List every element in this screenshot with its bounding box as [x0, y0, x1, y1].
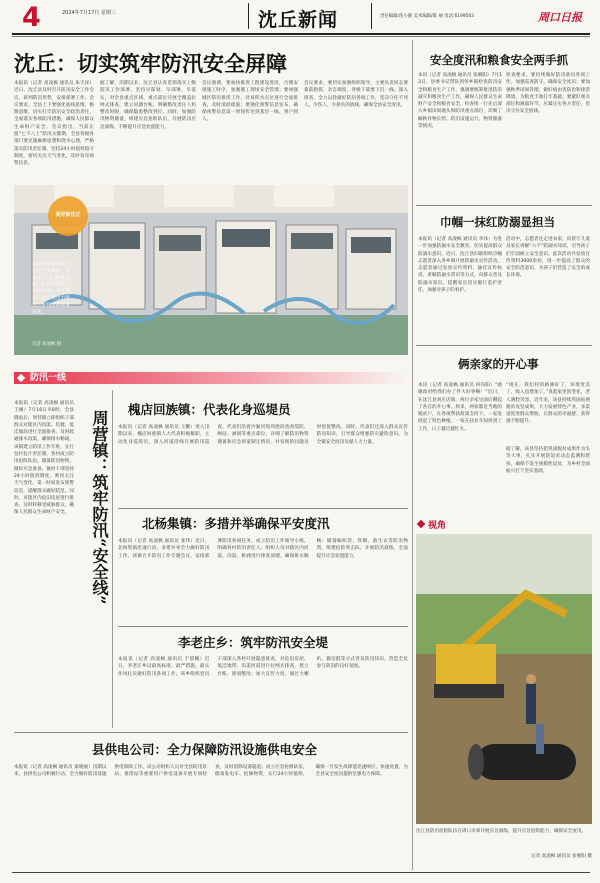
excavator-photo [416, 534, 592, 824]
lookout-credit: 记者 高凌枫 通讯员 张朝阳 摄 [531, 854, 592, 859]
masthead [0, 0, 600, 34]
right2-body-col1: 本报讯（记者 高凌枫 通讯员 李冰）为进一步加强防溺水安全教育，切实提高群众防溺水意识，近日，沈丘县妇联组织巾帼志愿者深入各乡镇开展防溺水宣传活动。志愿者通过发放宣传资料、悬挂宣传标语、讲解防溺水常识等方式，向群众普及防溺水知识，提醒家长切实履行监护责任，加强对孩子的看护。 [418, 237, 502, 294]
flood-vertical-divider [112, 390, 113, 728]
lead-photo-badge-text: 美好新沈丘 [55, 212, 81, 218]
lead-photo-credit: 记者 高凌枫 摄 [32, 342, 62, 347]
lookout-marker-icon [417, 520, 425, 528]
flood-banner-marker-icon [17, 374, 25, 382]
flood-vertical-body: 本报讯（记者 高凌枫 通讯员 王刚）7月16日早8时，全县降雨后，周营镇立即组织干部群众对辖区内沟渠、坑塘、低洼地段进行全面排查，及时疏通排水沟渠，确保排水畅通。该镇建立防汛工作专班，实行包村包片责任制，各村成立防汛抢险队伍，储备防汛物资，做好应急准备。镇村干部坚持24小时值班制度，密切关注天气变化，第一时间发布预警信息，提醒群众做好防范。同时，对辖区内危旧房屋进行排查，及时转移受威胁群众，确保人民群众生命财产安全。 [14, 401, 74, 516]
staff-line: 责任编辑/苗小静 美术编辑/陈 丽 电话:6199503 [380, 14, 475, 19]
flood-divider-c [14, 732, 408, 733]
flood-divider-b [118, 626, 408, 627]
lookout-caption: 沈丘县防汛抢险队伍在周口市郊开展应急演练，提升应急抢险能力，确保安全度汛。 [416, 829, 586, 834]
right3-headline: 俩亲家的开心事 [458, 357, 539, 371]
right1-body-col1: 本讯（记者 高凌枫 通讯员 张朝阳）7月13日，县委书记带队到各乡镇检查防汛安全和粮食生产工作，强调要统筹推进防汛减灾和粮食生产工作，确保人民群众生命财产安全和粮食安全。检查组一行先后深入乡镇田间地头和防汛重点部位，详细了解秋作物长势、防汛设施运行、物资储备等情况。 [418, 73, 502, 130]
lookout-label: 视角 [428, 521, 447, 531]
masthead-divider-left [248, 3, 249, 29]
right3-body-col3: 据了解，该县坚持把巩固脱贫成果作为头等大事，扎实开展防返贫动态监测和帮扶，确保不发生规模性返贫，为乡村全面振兴打下坚实基础。 [506, 447, 590, 474]
flood-b-headline: 北杨集镇：多措并举确保平安度汛 [142, 516, 330, 531]
flood-banner [14, 372, 408, 384]
masthead-rule-thin [12, 36, 590, 37]
right1-headline: 安全度汛和粮食安全两手抓 [430, 53, 568, 67]
lead-body-col2: 据了解，汛期以来，沈丘县认真贯彻落实上级防汛工作部署，坚持早谋划、早部署、早落实，对全县重点区域、重点部位开展全覆盖拉网式排查，建立问题台账，明确整改责任人和整改时限，确保隐患整改到位。同时，加强防汛物资储备，组建应急抢险队伍，开展防汛应急演练，不断提升应急处置能力。 [100, 81, 196, 130]
brand-logo: 周口日报 [538, 11, 582, 24]
right-divider-2 [416, 345, 592, 346]
right2-headline: 巾帼一抹红防溺显担当 [440, 215, 555, 229]
lead-body-col4: 会议要求，要切实加强组织领导，主要负责同志要靠前指挥、亲自调度，各级干部要下沉一线、深入排查，全力以赴做好防汛各项工作，坚决守住不死人、少伤人、少损失的底线，确保全县安全度汛。 [304, 81, 408, 108]
right3-body-col2: “现在，我们村的路修好了，环境变美了，收入也增加了。”说起家里的变化，老人满脸笑容。近年来，该县持续巩固拓展脱贫攻坚成果，大力发展特色产业，多渠道促进群众增收，让群众的幸福感、获得感不断提升。 [506, 383, 590, 425]
lead-headline: 沈丘：切实筑牢防汛安全屏障 [14, 51, 287, 76]
flood-d-headline: 县供电公司：全力保障防汛设施供电安全 [92, 742, 318, 757]
flood-d-body: 本报讯（记者 高凌枫 通讯员 秦晓丽）汛期以来，县供电公司积极行动，全力做好防汛设施供电保障工作。该公司组织人员对全县防汛泵站、排涝站等重要用户供电设备开展专项检查，及时消除设备隐患；成立应急抢修队伍，储备发电车、抢修物资，实行24小时值班，确保一旦发生故障能迅速响应、快速处置，为全县安全度汛提供坚强电力保障。 [14, 765, 408, 778]
flood-banner-title: 防汛一线 [30, 373, 67, 383]
flood-c-body: 本报讯（记者 高凌枫 通讯员 于晨曦）近日，李老庄乡以最高标准、最严措施、最实作风扎实做好防汛各项工作。该乡组织党员干部深入各村开展隐患排查，对危旧房屋、低洼地带、沟渠河道进行拉网式排查，建立台账，逐项整改；加大宣传力度，通过大喇叭、微信群等方式普及防汛知识，营造全民参与防汛的良好氛围。 [118, 657, 408, 677]
right3-body-col1: 本讯（记者 高凌枫 通讯员 何向阳）“感谢政府给我们办了件大好事啊！”近日，在沈丘县刘庄店镇，两位亲家见面后聊起了各自的开心事。原来，两家都是当地的脱贫户，在各项帮扶政策支持下，一家发展起了特色种植，一家在扶贫车间找到了工作，日子越过越红火。 [418, 383, 502, 432]
flood-a-body: 本报讯（记者 高凌枫 通讯员 王鹏）进入汛期以来，槐店回族镇人大代表积极履职，主动化身巡堤员，深入河道沿线开展防汛巡查。代表们沿着沙颍河堤坝逐段查看堤防、闸站、涵洞等重点部位，详细了解防汛物资储备和应急预案制定情况，对发现的问题及时督促整改。同时，代表们还深入群众宣传防汛知识，引导群众增强防灾避险意识，为全镇安全度汛贡献人大力量。 [118, 425, 408, 445]
flood-a-headline: 槐店回族镇：代表化身巡堤员 [128, 402, 291, 417]
section-title: 沈丘新闻 [258, 9, 339, 31]
flood-c-headline: 李老庄乡：筑牢防汛安全堤 [178, 635, 329, 650]
right-divider-1 [416, 205, 592, 206]
lookout-photo [416, 534, 592, 824]
right1-body-col2: 检查要求，要持续做好防汛备汛各项工作，加强巡查防守，确保安全度汛；要加强秋季田间管理，做好病虫害防治和排涝降渍，为粮食丰收打牢基础。要紧盯重点部位和薄弱环节，压紧压实各方责任，坚决守住安全底线。 [506, 73, 590, 115]
flood-b-body: 本报讯（记者 高凌枫 通讯员 张伟）近日，北杨集镇迅速行动，多措并举全力做好防汛工作。该镇召开防汛工作专题会议，安排部署防汛各项任务，成立防汛工作领导小组，明确各村防汛责任人；组织人员对辖区内河道、沟渠、桥涵进行排查清理，确保排水顺畅；储备编织袋、铁锹、救生衣等防汛物资，组建抢险突击队，开展防汛演练，全面提升应急处置能力。 [118, 539, 408, 559]
masthead-rule [12, 33, 590, 35]
lead-body-col3: 会议强调，要加快推进工程建设进度，合理安排施工时序，加强施工现场安全管理；要加强城区防汛排涝工作，对易积水点位进行全面排查，及时清淤疏浚；要强化预警信息发布，确保预警信息第一时间传达到基层一线、到户到人。 [202, 81, 298, 123]
page-bottom-rule [12, 872, 590, 873]
page-number: 4 [22, 2, 41, 33]
flood-divider-a [118, 508, 408, 509]
right2-body-col2: 活动中，志愿者还走进农家，向留守儿童及家长讲解“六不”防溺水知识，引导孩子们牢固树立安全意识。此次活动共发放宣传资料3000余份，进一步提高了群众的安全防范意识，为孩子们营造了安全的成长环境。 [506, 237, 590, 279]
lead-photo-caption: 沈丘县华鼎科技公司生产车间内，技术工人在操作设备，正在加紧生产订单产品。今年以来，沈丘县全力推进工业经济高质量发展。 [32, 262, 70, 315]
issue-date: 2024年7月17日 星期三 [62, 10, 116, 16]
flood-vertical-title: 周营镇：筑牢防汛“安全线” [90, 410, 109, 605]
column-divider-main [412, 40, 413, 870]
lookout-label-box [416, 518, 592, 530]
lead-body-col1: 本报讯（记者 高凌枫 通讯员 朱天泽）近日，沈丘县及时召开防汛安全工作会议，研判防汛形势，安排部署工作。会议要求，全县上下要强化底线思维、极限思维，切实扛牢防汛安全政治责任，全面落实各项防汛措施，确保人民群众生命财产安全。会议指出，当前正值“七下八上”防汛关键期，全县各级各部门要克服麻痹思想和侥幸心理，严格落实防汛责任制，坚持24小时值班值守制度，密切关注天气变化，及时发布预警信息。 [14, 81, 94, 167]
masthead-divider-right [371, 3, 372, 29]
